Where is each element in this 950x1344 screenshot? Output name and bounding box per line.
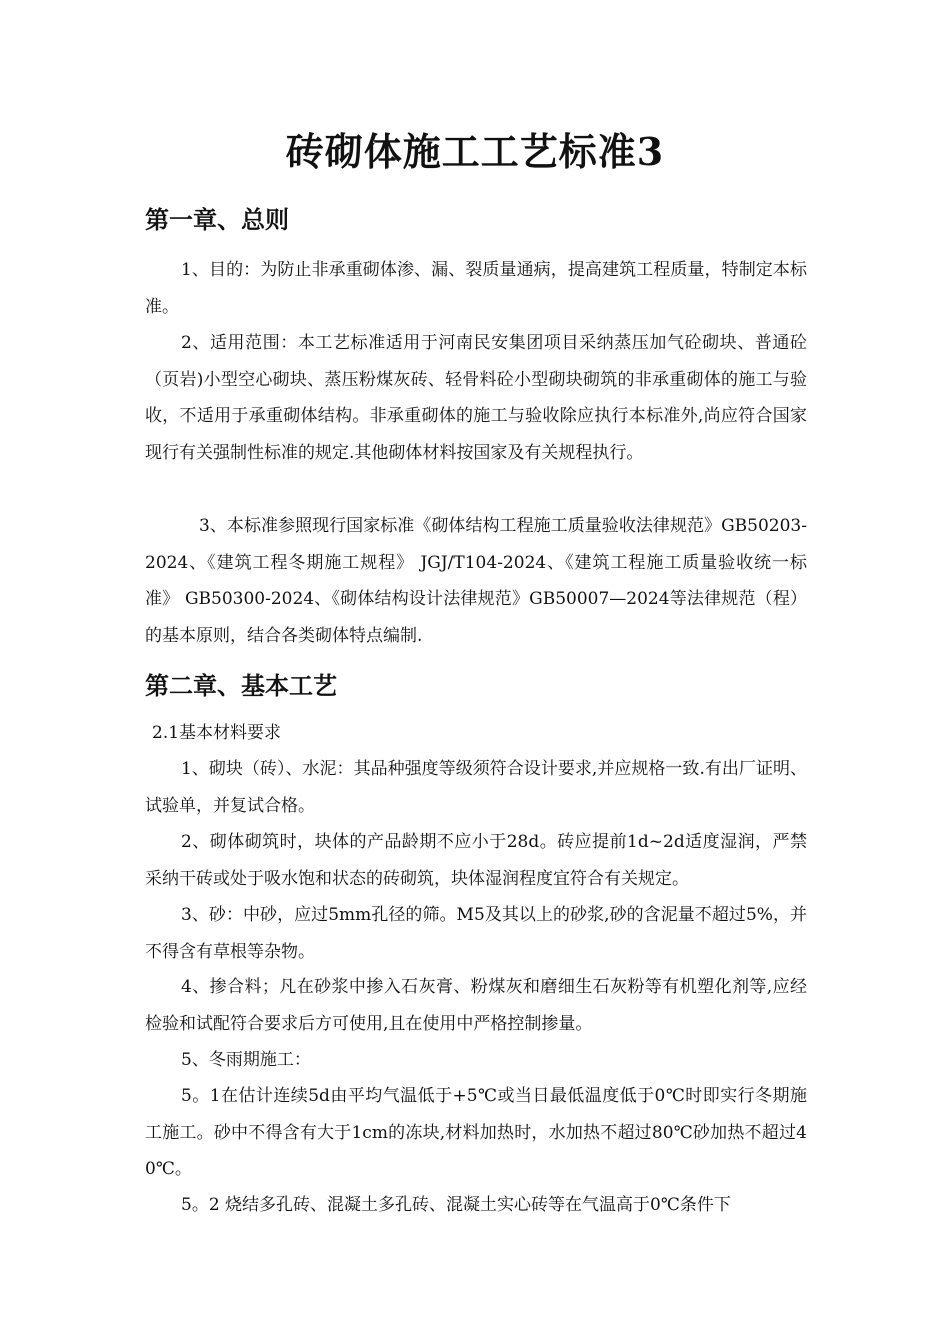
chapter-2-paragraph-5: 5、冬雨期施工：	[181, 1050, 311, 1070]
chapter-2-paragraph-5-2: 5。2 烧结多孔砖、混凝土多孔砖、混凝土实心砖等在气温高于0℃条件下	[181, 1195, 731, 1215]
chapter-2-heading: 第二章、基本工艺	[145, 671, 337, 700]
chapter-2-paragraph-4: 4、掺合料；凡在砂浆中掺入石灰膏、粉煤灰和磨细生石灰粉等有机塑化剂等,应经检验和试配符合要求后方可使用,且在使用中严格控制掺量。	[145, 977, 807, 1034]
document-title: 砖砌体施工工艺标准3	[285, 129, 665, 174]
section-2-1-heading: 2.1基本材料要求	[152, 723, 282, 743]
chapter-1-paragraph-1: 1、目的：为防止非承重砌体渗、漏、裂质量通病，提高建筑工程质量，特制定本标准。	[145, 260, 807, 317]
chapter-1-heading: 第一章、总则	[145, 205, 289, 234]
chapter-1-paragraph-3: 3、本标准参照现行国家标准《砌体结构工程施工质量验收法律规范》GB50203-2024、《建筑工程冬期施工规程》 JGJ/T104-2024、《建筑工程施工质量验收统一标准》 GB50300-2024、《砌体结构设计法律规范》GB50007—2024等法律规范（程）的基本原则，结合各类砌体特点编制.	[145, 516, 807, 646]
chapter-2-paragraph-1: 1、砌块（砖）、水泥：其品种强度等级须符合设计要求,并应规格一致.有出厂证明、试验单，并复试合格。	[145, 759, 807, 816]
chapter-2-paragraph-3: 3、砂：中砂，应过5mm孔径的筛。M5及其以上的砂浆,砂的含泥量不超过5%，并不得含有草根等杂物。	[145, 905, 807, 962]
chapter-2-paragraph-5-1: 5。1在估计连续5d由平均气温低于+5℃或当日最低温度低于0℃时即实行冬期施工施工。砂中不得含有大于1cm的冻块,材料加热时，水加热不超过80℃砂加热不超过40℃。	[145, 1086, 807, 1179]
chapter-1-paragraph-2: 2、适用范围：本工艺标准适用于河南民安集团项目采纳蒸压加气砼砌块、普通砼（页岩)小型空心砌块、蒸压粉煤灰砖、轻骨料砼小型砌块砌筑的非承重砌体的施工与验收，不适用于承重砌体结构。非承重砌体的施工与验收除应执行本标准外,尚应符合国家现行有关强制性标准的规定.其他砌体材料按国家及有关规程执行。	[145, 333, 807, 463]
chapter-2-paragraph-2: 2、砌体砌筑时，块体的产品龄期不应小于28d。砖应提前1d~2d适度湿润，严禁采纳干砖或处于吸水饱和状态的砖砌筑，块体湿润程度宜符合有关规定。	[145, 832, 807, 889]
